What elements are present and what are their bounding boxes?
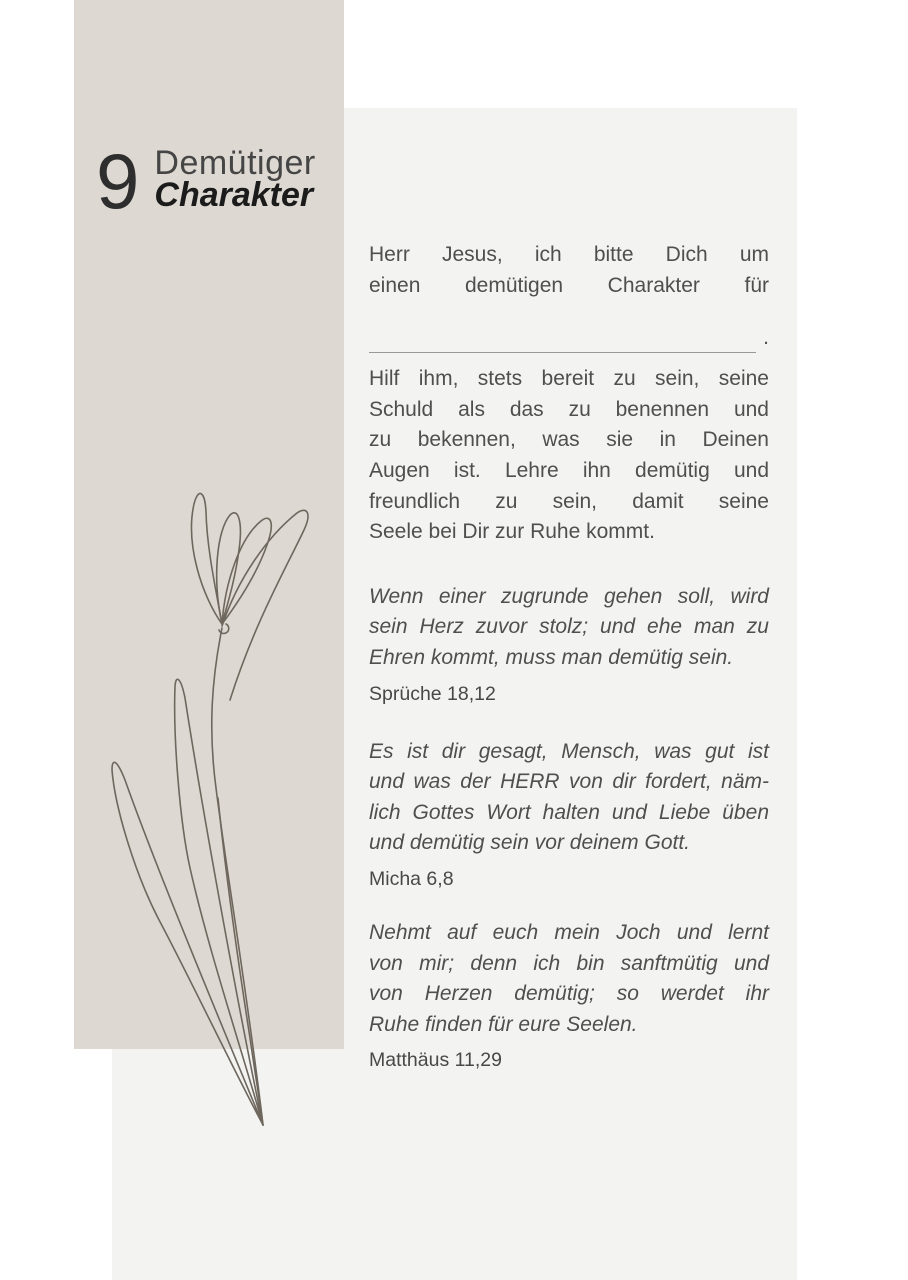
text-line: Wenn einer zugrunde gehen soll, wird (369, 584, 769, 608)
verse-reference: Matthäus 11,29 (369, 1049, 502, 1072)
text-line: und was der HERR von dir fordert, näm- (369, 770, 769, 794)
blank-line-period: . (763, 325, 769, 349)
fill-in-blank-line (369, 326, 756, 353)
text-line: Nehmt auf euch mein Joch und lernt (369, 920, 769, 944)
tulip-line-art-icon (90, 478, 320, 1138)
text-line: lich Gottes Wort halten und Liebe üben (369, 800, 769, 824)
verse-reference: Micha 6,8 (369, 867, 454, 890)
text-line: Schuld als das zu benennen und (369, 397, 769, 421)
text-line: Ruhe finden für eure Seelen. (369, 1012, 638, 1036)
verse-text (369, 582, 769, 674)
text-line: Ehren kommt, muss man demütig sein. (369, 645, 734, 669)
chapter-title-line2: Charakter (154, 176, 314, 214)
text-line: einen demütigen Charakter für (369, 273, 769, 297)
text-line: Hilf ihm, stets bereit zu sein, seine (369, 367, 769, 391)
text-line: von Herzen demütig; so werdet ihr (369, 982, 769, 1006)
main-text-column (369, 240, 769, 1073)
bible-verse-3 (369, 918, 769, 1073)
verse-text (369, 918, 769, 1040)
tulip-stem (212, 628, 263, 1125)
text-line: freundlich zu sein, damit seine (369, 489, 769, 513)
chapter-header (96, 137, 316, 225)
chapter-title (154, 144, 316, 214)
chapter-number: 9 (96, 137, 140, 225)
verse-reference: Sprüche 18,12 (369, 682, 496, 705)
text-line: Seele bei Dir zur Ruhe kommt. (369, 520, 655, 544)
text-line: und demütig sein vor deinem Gott. (369, 831, 691, 855)
text-line: sein Herz zuvor stolz; und ehe man zu (369, 615, 769, 639)
fill-in-blank-row (369, 322, 769, 353)
text-line: Es ist dir gesagt, Mensch, was gut ist (369, 739, 769, 763)
chapter-title-line1: Demütiger (154, 144, 316, 182)
prayer-body-paragraph (369, 364, 769, 548)
bible-verse-1 (369, 582, 769, 707)
bible-verse-2 (369, 737, 769, 892)
prayer-opening-paragraph (369, 240, 769, 301)
text-line: Augen ist. Lehre ihn demütig und (369, 458, 769, 482)
tulip-leaves (112, 679, 263, 1125)
text-line: von mir; denn ich bin sanftmütig und (369, 951, 769, 975)
text-line: Herr Jesus, ich bitte Dich um (369, 243, 769, 266)
text-line: zu bekennen, was sie in Deinen (369, 428, 769, 452)
tulip-petals (192, 494, 308, 700)
verse-text (369, 737, 769, 859)
